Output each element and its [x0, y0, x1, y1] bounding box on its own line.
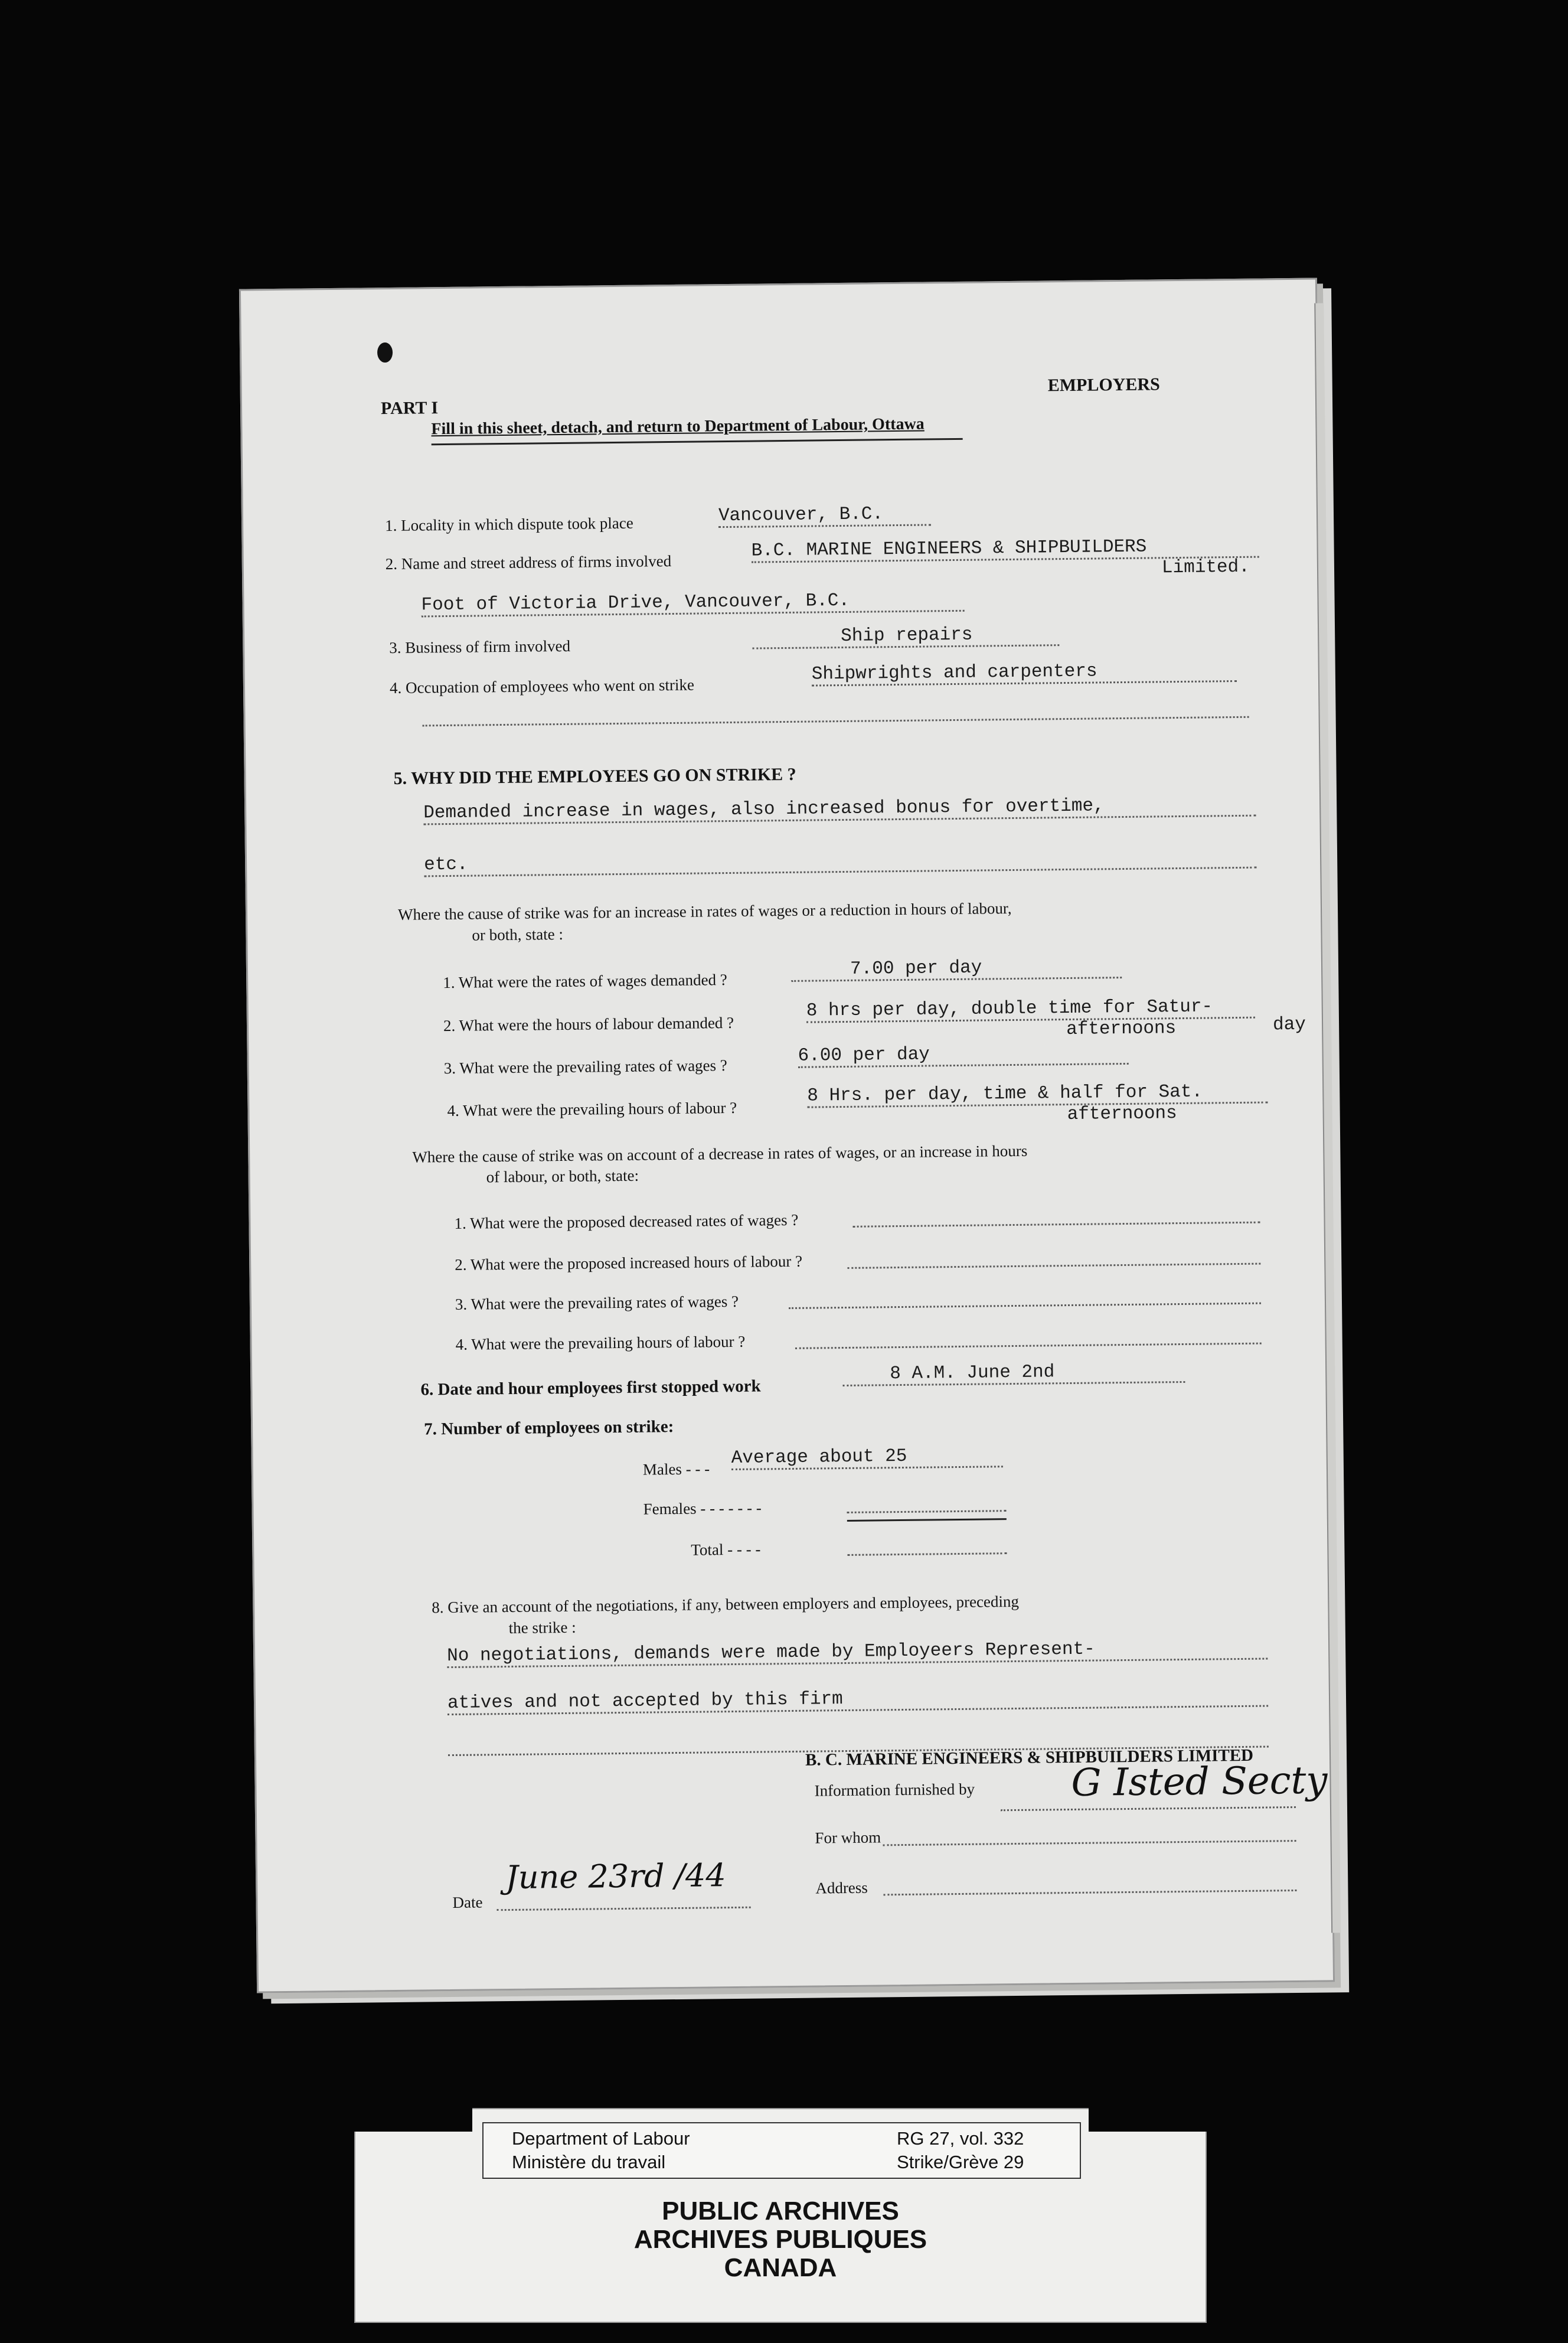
date-label: Date — [452, 1893, 483, 1912]
d3-label: 3. What were the prevailing rates of wages ? — [455, 1292, 739, 1313]
decrease-intro-cont: of labour, or both, state: — [486, 1166, 639, 1186]
d2-label: 2. What were the proposed increased hours of labour ? — [455, 1252, 803, 1274]
q2-value-cont: Limited. — [1161, 556, 1250, 579]
q5-label: 5. WHY DID THE EMPLOYEES GO ON STRIKE ? — [393, 764, 796, 788]
d2-blank — [847, 1263, 1260, 1269]
total-rule — [847, 1518, 1007, 1522]
info-furnished-label: Information furnished by — [814, 1780, 975, 1800]
q4-label: 4. Occupation of employees who went on strike — [389, 676, 695, 697]
q3-value: Ship repairs — [752, 624, 1059, 649]
q6-label: 6. Date and hour employees first stopped work — [420, 1376, 761, 1399]
increase-intro-cont: or both, state : — [472, 925, 564, 944]
q2-label: 2. Name and street address of firms involved — [385, 552, 672, 573]
for-whom-line — [883, 1840, 1296, 1846]
card-ref-volume: RG 27, vol. 332 — [897, 2128, 1024, 2149]
i2-value-cont2: day — [1272, 1014, 1306, 1036]
i2-label: 2. What were the hours of labour demanded ? — [443, 1013, 734, 1035]
q7-label: 7. Number of employees on strike: — [424, 1417, 674, 1439]
instruction-text: Fill in this sheet, detach, and return to Department of Labour, Ottawa — [431, 415, 925, 439]
i4-label: 4. What were the prevailing hours of labour ? — [447, 1098, 737, 1120]
for-whom-label: For whom — [815, 1828, 881, 1847]
date-handwritten: June 23rd /44 — [505, 1856, 726, 1897]
d3-blank — [789, 1303, 1261, 1309]
q2-address: Foot of Victoria Drive, Vancouver, B.C. — [421, 589, 964, 618]
paper-edge — [1314, 303, 1341, 1933]
date-line — [497, 1907, 751, 1911]
d1-blank — [853, 1222, 1260, 1228]
card-ref-strike: Strike/Grève 29 — [897, 2152, 1024, 2172]
q5-value: Demanded increase in wages, also increased bonus for overtime, — [423, 794, 1256, 825]
form-sheet — [239, 278, 1335, 1993]
q5-value-cont: etc. — [424, 846, 1256, 877]
decrease-intro: Where the cause of strike was on account of a decrease in rates of wages, or an increase in hours — [412, 1141, 1028, 1166]
total-blank — [847, 1552, 1007, 1556]
punch-hole — [377, 342, 393, 363]
q8-value: No negotiations, demands were made by Employeers Represent- — [447, 1637, 1268, 1669]
i4-value: 8 Hrs. per day, time & half for Sat. — [807, 1081, 1268, 1108]
i1-label: 1. What were the rates of wages demanded ? — [443, 971, 727, 992]
q8-value-cont: atives and not accepted by this firm — [447, 1685, 1268, 1716]
archives-line-1: PUBLIC ARCHIVES — [662, 2197, 899, 2225]
company-stamp: B. C. MARINE ENGINEERS & SHIPBUILDERS LIMITED — [805, 1745, 1254, 1770]
q2-value: B.C. MARINE ENGINEERS & SHIPBUILDERS — [751, 536, 1259, 563]
i2-value: 8 hrs per day, double time for Satur- — [806, 996, 1255, 1023]
card-tab-left — [354, 2096, 472, 2132]
card-dept-en: Department of Labour — [512, 2128, 690, 2149]
d1-label: 1. What were the proposed decreased rates of wages ? — [454, 1210, 799, 1232]
i3-value: 6.00 per day — [798, 1042, 1128, 1068]
archive-reference-card — [354, 2108, 1207, 2323]
q8-label: 8. Give an account of the negotiations, if any, between employers and employees, preceding — [432, 1592, 1020, 1617]
females-label: Females - - - - - - - — [643, 1499, 762, 1518]
q1-label: 1. Locality in which dispute took place — [384, 514, 633, 535]
address-label: Address — [815, 1878, 868, 1897]
archives-line-3: CANADA — [724, 2253, 837, 2282]
card-dept-fr: Ministère du travail — [512, 2152, 666, 2172]
i2-value-cont: afternoons — [1066, 1018, 1177, 1040]
info-line — [1001, 1806, 1296, 1811]
q8-label-cont: the strike : — [508, 1618, 576, 1637]
males-value: Average about 25 — [731, 1445, 1003, 1470]
instruction-underline — [432, 438, 963, 445]
females-blank — [847, 1510, 1007, 1513]
card-reference-box — [482, 2122, 1081, 2179]
total-label: Total - - - - — [691, 1540, 761, 1559]
d4-blank — [795, 1343, 1262, 1349]
q4-blank-line — [423, 716, 1249, 727]
q4-value: Shipwrights and carpenters — [812, 660, 1237, 687]
males-label: Males - - - — [642, 1460, 710, 1479]
i3-label: 3. What were the prevailing rates of wages ? — [443, 1056, 727, 1078]
address-line — [883, 1890, 1296, 1895]
part-heading: PART I — [380, 398, 439, 419]
increase-intro: Where the cause of strike was for an increase in rates of wages or a reduction in hours of labour, — [397, 899, 1012, 924]
card-tab-right — [1089, 2096, 1207, 2132]
i4-value-cont: afternoons — [1067, 1103, 1177, 1125]
archives-line-2: ARCHIVES PUBLIQUES — [633, 2225, 927, 2254]
employers-heading: EMPLOYERS — [1047, 374, 1160, 396]
d4-label: 4. What were the prevailing hours of labour ? — [455, 1332, 746, 1353]
q1-value: Vancouver, B.C. — [718, 503, 931, 528]
i1-value: 7.00 per day — [791, 956, 1122, 982]
q6-value: 8 A.M. June 2nd — [842, 1360, 1185, 1386]
info-signature: G Isted Secty — [1071, 1758, 1328, 1806]
q3-label: 3. Business of firm involved — [389, 637, 571, 657]
